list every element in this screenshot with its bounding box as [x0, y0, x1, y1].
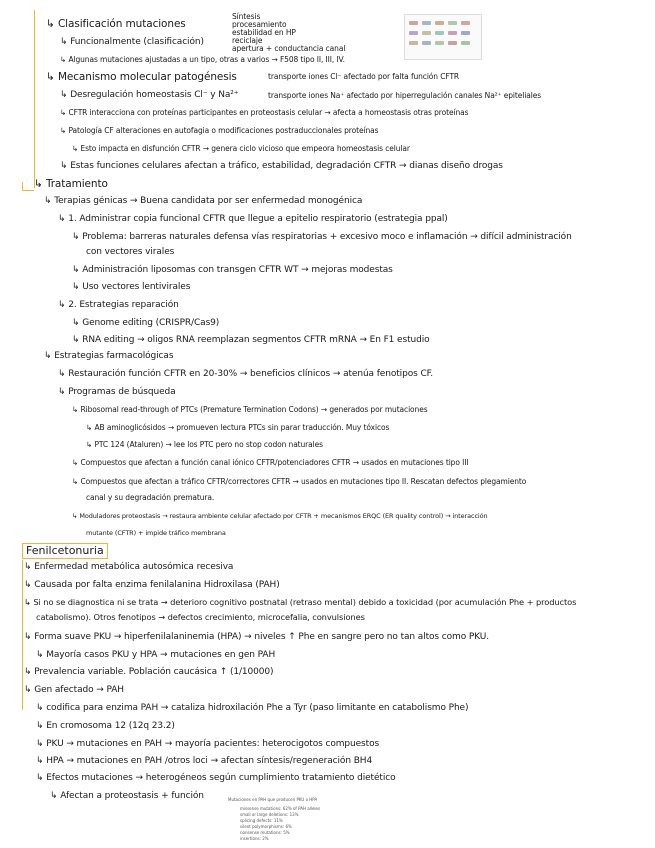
mini-table-row: insertions: 2% — [240, 836, 269, 841]
item-proteostasis: ↳ Afectan a proteostasis + función — [50, 791, 204, 801]
heading-fenilcetonuria: Fenilcetonuria — [22, 543, 108, 559]
item-hpa-mutaciones: ↳ HPA → mutaciones en PAH /otros loci → afectan síntesis/regeneración BH4 — [36, 756, 373, 766]
mini-table-title: Mutaciones en PAH que producen PKU o HPA — [228, 797, 318, 802]
item-efectos-mutaciones: ↳ Efectos mutaciones → heterogéneos según cumplimiento tratamiento dietético — [36, 773, 396, 783]
mini-table-row: small or large deletions: 13% — [240, 812, 299, 817]
item-correctores-cont: canal y su degradación prematura. — [86, 493, 215, 502]
item-patologia: ↳ Patología CF alteraciones en autofagia o modificaciones postraduccionales proteínas — [60, 126, 379, 135]
margin-tick-1 — [22, 190, 34, 191]
item-causada: ↳ Causada por falta enzima fenilalanina Hidroxilasa (PAH) — [24, 580, 280, 590]
item-administrar-copia: ↳ 1. Administrar copia funcional CFTR que llegue a epitelio respiratorio (estrategia ppal) — [58, 214, 448, 224]
mini-table-row: splicing defects: 11% — [240, 818, 283, 823]
note-procesamiento: procesamiento — [232, 20, 287, 29]
item-desregulacion: ↳ Desregulación homeostasis Cl⁻ y Na²⁺ — [60, 90, 239, 100]
heading-mecanismo: ↳ Mecanismo molecular patogénesis — [46, 71, 237, 83]
margin-bar-1 — [34, 10, 35, 188]
item-restauracion: ↳ Restauración función CFTR en 20-30% → beneficios clínicos → atenúa fenotipos CF. — [58, 369, 434, 379]
note-reciclaje: reciclaje — [232, 36, 263, 45]
item-genome-editing: ↳ Genome editing (CRISPR/Cas9) — [72, 318, 220, 328]
item-moduladores-cont: mutante (CFTR) + impide tráfico membrana — [86, 529, 226, 537]
item-prevalencia: ↳ Prevalencia variable. Población caucásica ↑ (1/10000) — [24, 667, 274, 677]
item-cftr-interacciona: ↳ CFTR interacciona con proteínas participantes en proteostasis celular → afecta a homeostasis otras proteínas — [60, 108, 469, 117]
note-estabilidad: estabilidad en HP — [232, 28, 296, 37]
item-terapias-genicas: ↳ Terapias génicas → Buena candidata por ser enfermedad monogénica — [44, 196, 363, 206]
note-transporte-cl: transporte iones Cl⁻ afectado por falta función CFTR — [268, 72, 460, 81]
heading-tratamiento: ↳ Tratamiento — [34, 178, 108, 190]
note-sintesis: Síntesis — [232, 12, 261, 21]
item-problema: ↳ Problema: barreras naturales defensa vías respiratorias + excesivo moco e inflamación → difícil administración — [72, 232, 572, 242]
item-no-diagnostica-cont: catabolismo). Otros fenotipos → defectos crecimiento, microcefalia, convulsiones — [36, 612, 365, 622]
item-programas: ↳ Programas de búsqueda — [58, 387, 176, 397]
item-no-diagnostica: ↳ Si no se diagnostica ni se trata → deterioro cognitivo postnatal (retraso mental) debido a toxicidad (por acumulación Phe + productos — [24, 597, 577, 607]
item-lentivirales: ↳ Uso vectores lentivirales — [72, 282, 191, 292]
item-gen-afectado: ↳ Gen afectado → PAH — [24, 685, 124, 695]
item-estrategias-farmacologicas: ↳ Estrategias farmacológicas — [44, 351, 174, 361]
item-ptc124: ↳ PTC 124 (Ataluren) → lee los PTC pero no stop codon naturales — [86, 440, 323, 449]
mini-table-row: missense mutations: 62% of PAH alleles — [240, 806, 321, 811]
item-ribosomal: ↳ Ribosomal read-through of PTCs (Premature Termination Codons) → generados por mutaciones — [72, 405, 428, 414]
note-apertura: apertura + conductancia canal — [232, 44, 346, 53]
item-impacta: ↳ Esto impacta en disfunción CFTR → genera ciclo vicioso que empeora homeostasis celular — [72, 144, 410, 153]
item-moduladores: ↳ Moduladores proteostasis → restaura ambiente celular afectado por CFTR + mecanismos ERQC (ER quality control) → interacción — [72, 512, 488, 520]
item-codifica: ↳ codifica para enzima PAH → cataliza hidroxilación Phe a Tyr (paso limitante en catabolismo Phe) — [36, 703, 469, 713]
item-cromosoma: ↳ En cromosoma 12 (12q 23.2) — [36, 721, 175, 731]
item-enfermedad: ↳ Enfermedad metabólica autosómica recesiva — [24, 562, 234, 572]
item-funcionalmente: ↳ Funcionalmente (clasificación) — [60, 37, 204, 47]
item-liposomas: ↳ Administración liposomas con transgen CFTR WT → mejoras modestas — [72, 265, 393, 275]
item-potenciadores: ↳ Compuestos que afectan a función canal iónico CFTR/potenciadores CFTR → usados en mutaciones tipo III — [72, 458, 469, 467]
item-forma-suave: ↳ Forma suave PKU → hiperfenilalaninemia (HPA) → niveles ↑ Phe en sangre pero no tan altos como PKU. — [24, 632, 490, 642]
item-estrategias-reparacion: ↳ 2. Estrategias reparación — [58, 300, 179, 310]
item-algunas-mutaciones: ↳ Algunas mutaciones ajustadas a un tipo, otras a varios → F508 tipo II, III, IV. — [60, 55, 345, 64]
note-transporte-na: transporte iones Na⁺ afectado por hiperregulación canales Na²⁺ epiteliales — [268, 91, 542, 100]
mini-table-row: silent polymorphisms: 6% — [240, 824, 292, 829]
margin-bar-2 — [22, 182, 23, 190]
heading-clasificacion: ↳ Clasificación mutaciones — [46, 18, 186, 30]
item-rna-editing: ↳ RNA editing → oligos RNA reemplazan segmentos CFTR mRNA → En F1 estudio — [72, 335, 430, 345]
item-problema-cont: con vectores virales — [86, 247, 175, 257]
figure-thumbnail — [404, 14, 482, 60]
mini-table-row: nonsense mutations: 5% — [240, 830, 290, 835]
margin-bar-3 — [22, 560, 23, 710]
item-correctores: ↳ Compuestos que afectan a tráfico CFTR/correctores CFTR → usados en mutaciones tipo II. Rescatan defectos plegamiento — [72, 477, 527, 486]
item-aminoglicosidos: ↳ AB aminoglicósidos → promueven lectura PTCs sin parar traducción. Muy tóxicos — [86, 423, 390, 432]
item-mayoria-casos: ↳ Mayoría casos PKU y HPA → mutaciones en gen PAH — [36, 650, 276, 660]
item-estas-funciones: ↳ Estas funciones celulares afectan a tráfico, estabilidad, degradación CFTR → dianas diseño drogas — [60, 161, 503, 171]
item-pku-mutaciones: ↳ PKU → mutaciones en PAH → mayoría pacientes: heterocigotos compuestos — [36, 739, 380, 749]
